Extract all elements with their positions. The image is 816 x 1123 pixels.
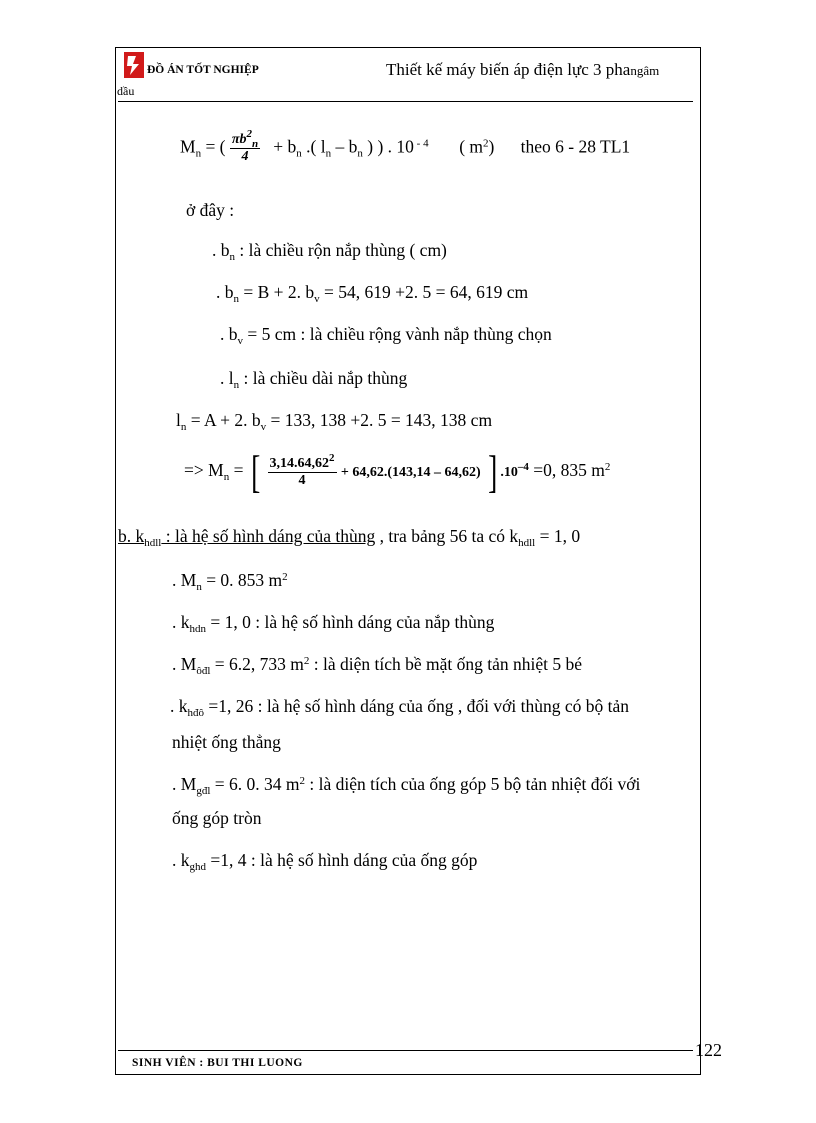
header-left-title: ĐỒ ÁN TỐT NGHIỆP [147,64,259,76]
modl-line: . $M_{ôđl} = 6.2$, 733 $m^2$ : là diện tích bề mặt ống tản nhiệt 5 bé [172,654,582,677]
khdn-line: . $k_{hdn} = 1$, 0 : là hệ số hình dáng của nắp thùng [172,612,495,635]
page-number: 122 [695,1040,722,1060]
mgdl-line-cont: ống góp tròn [172,808,262,828]
header-rule [118,101,693,102]
mn-value: . $M_n = 0$. 853 $m^2$ [172,570,288,593]
header-right-title: Thiết kế máy biến áp điện lực 3 phangâm [386,60,660,79]
bn-calculation: . $b_n = B + 2$. $b_v = 54$, 619 +2. 5 = 64, 619 cm [216,282,529,305]
formula-mn: $M_n$ = ( $\frac{\pi b^2_n}{4}$ + $b_n$ .( $l_n - b_n$ ) ) . 10 $^{- 4}$ ( $m^2$) theo 6 - 28 TL1 [180,128,631,164]
kghd-line: . $k_{ghd} =1$, 4 : là hệ số hình dáng của ống góp [172,850,478,873]
section-b-heading: b. $k_{hdll}$ : là hệ số hình dáng của thùng , tra bảng 56 ta có $k_{hdll} = 1$, 0 [118,526,581,549]
bv-definition: . $b_v = 5$ cm : là chiều rộng vành nắp thùng chọn [220,324,552,347]
header-right-continuation: dầu [117,84,135,98]
ln-calculation: $l_n = A + 2$. $b_v = 133$, 138 +2. 5 = 143, 138 cm [176,410,493,433]
khdo-line-cont: nhiệt ống thẳng [172,732,281,752]
mn-result-formula: => $M_n$ = [ $\frac{3,14.64,62^2}{4}$ + 64,62.(143,14 – 64,62) ] $.10^{-4} =0$, 835 $m^2$ [184,446,611,497]
mgdl-line: . $M_{gđl} = 6$. 0. 34 $m^2$ : là diện tích của ống góp 5 bộ tản nhiệt đối với [172,774,641,797]
logo-icon [124,52,144,78]
khdo-line: . $k_{hđô} =1$, 26 : là hệ số hình dáng của ống , đối với thùng có bộ tản [170,696,629,719]
footer-student: SINH VIÊN : BUI THI LUONG [132,1057,303,1069]
bn-definition: . $b_n$ : là chiều rộn nắp thùng ( cm) [212,240,447,263]
footer-rule [118,1050,693,1051]
ln-definition: . $l_n$ : là chiều dài nắp thùng [220,368,408,391]
o-day-label: ở đây : [186,200,235,220]
